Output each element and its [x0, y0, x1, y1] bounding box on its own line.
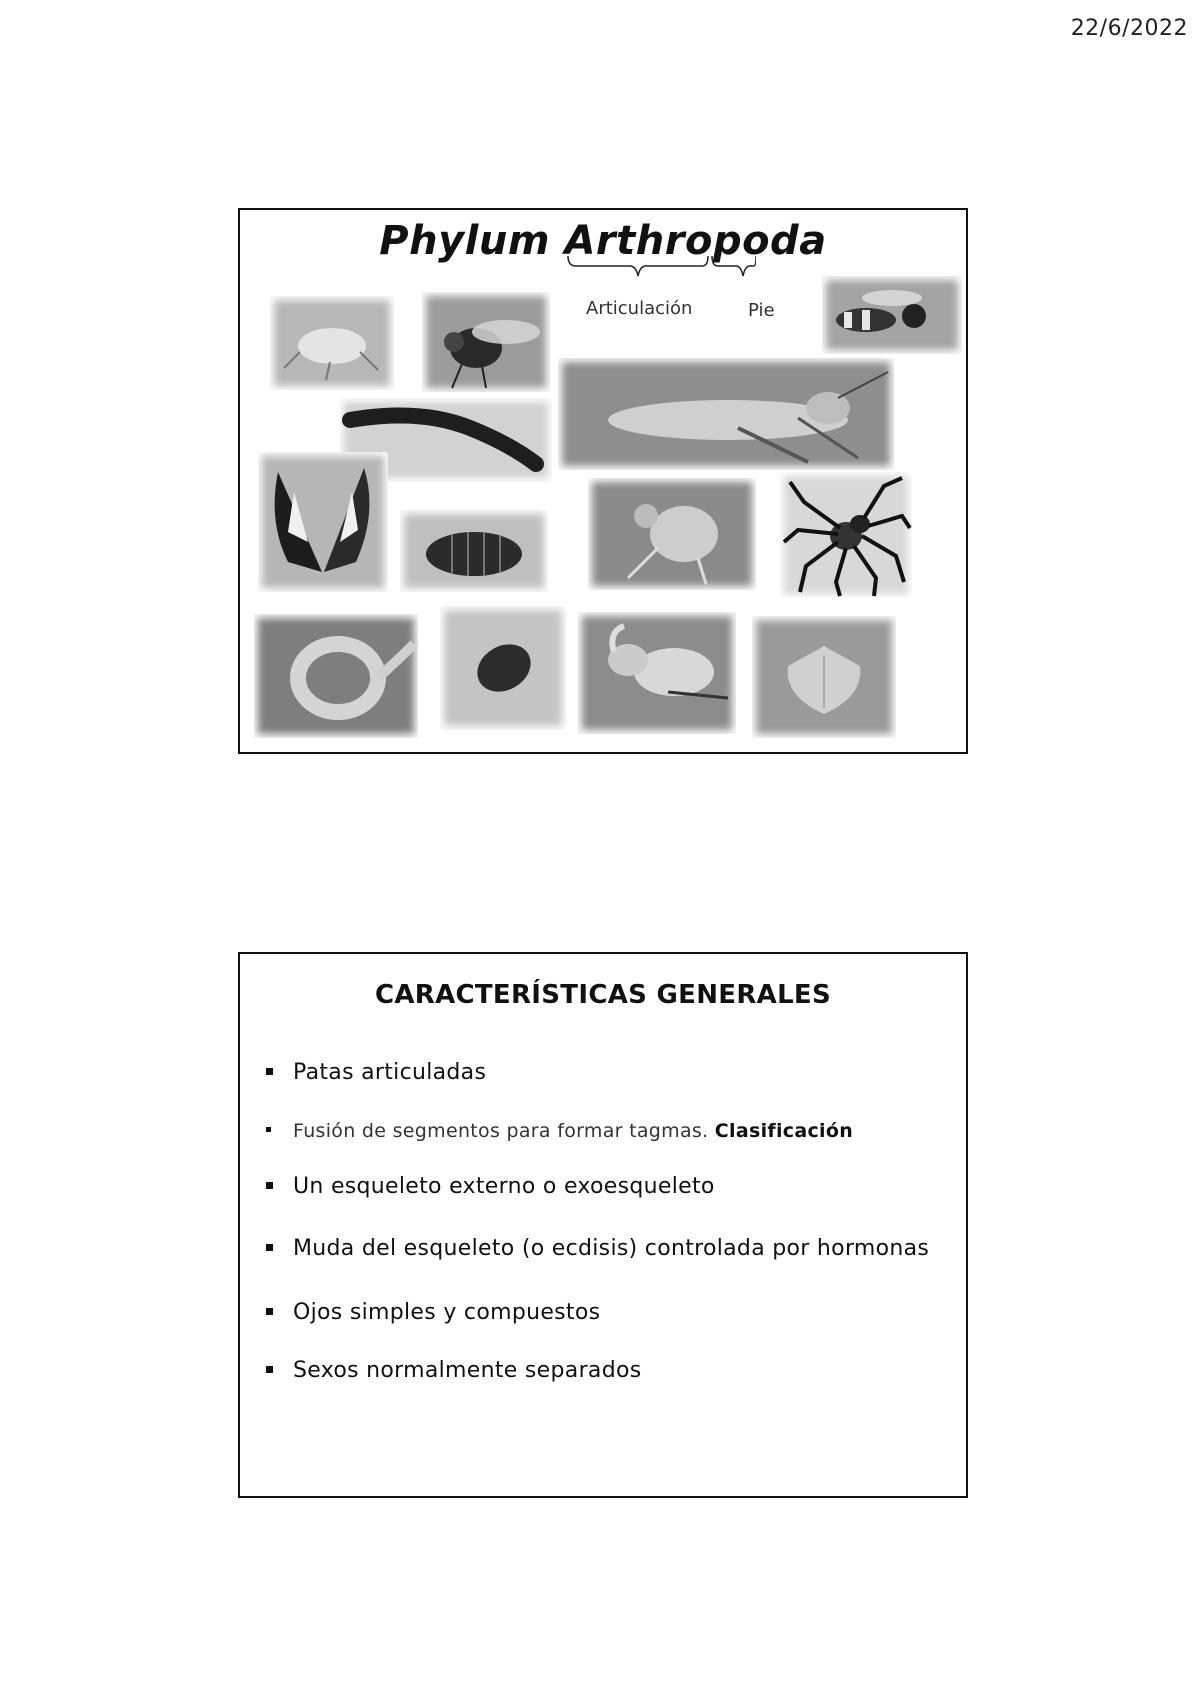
- characteristics-list: [240, 954, 966, 1496]
- bullet-square-icon: [266, 1308, 273, 1315]
- photo-wasp: [822, 276, 962, 354]
- bullet-text: Un esqueleto externo o exoesqueleto: [293, 1174, 715, 1199]
- slide-phylum-arthropoda: [238, 208, 968, 754]
- list-item: [266, 1236, 929, 1261]
- bullet-text: Fusión de segmentos para formar tagmas.: [293, 1120, 709, 1142]
- list-item: [266, 1300, 600, 1325]
- photo-aphid: [270, 296, 394, 390]
- photo-centipede: [254, 614, 418, 738]
- bullet-square-icon: [266, 1127, 271, 1132]
- photo-grasshopper: [558, 358, 894, 470]
- photo-tick: [440, 606, 566, 730]
- photo-pillbug: [400, 510, 548, 592]
- photo-spider: [780, 472, 912, 598]
- bullet-square-icon: [266, 1068, 273, 1075]
- photo-mite: [588, 478, 756, 590]
- slide-caracteristicas-generales: [238, 952, 968, 1498]
- bullet-square-icon: [266, 1244, 273, 1251]
- bullet-square-icon: [266, 1182, 273, 1189]
- etymology-label-arthron: Articulación: [586, 298, 693, 319]
- slide-title: CARACTERÍSTICAS GENERALES: [374, 980, 832, 1010]
- bullet-text: Patas articuladas: [293, 1060, 487, 1085]
- list-item: [266, 1120, 853, 1142]
- list-item: [266, 1060, 486, 1085]
- bullet-text: Sexos normalmente separados: [293, 1358, 642, 1383]
- bullet-square-icon: [266, 1366, 273, 1373]
- photo-beetle: [578, 612, 736, 734]
- photo-stinkbug: [752, 616, 896, 738]
- etymology-label-podos: Pie: [748, 300, 775, 321]
- bullet-text: Muda del esqueleto (o ecdisis) controlada por hormonas: [293, 1236, 930, 1261]
- bullet-emphasis: Clasificación: [714, 1120, 854, 1142]
- photo-butterfly: [258, 452, 388, 592]
- list-item: [266, 1174, 715, 1199]
- photo-fly: [422, 292, 550, 392]
- page-date: 22/6/2022: [1070, 16, 1188, 41]
- slide-title: Phylum Arthropoda: [379, 218, 827, 264]
- bullet-text: Ojos simples y compuestos: [293, 1300, 601, 1325]
- list-item: [266, 1358, 641, 1383]
- etymology-brackets: [566, 254, 756, 298]
